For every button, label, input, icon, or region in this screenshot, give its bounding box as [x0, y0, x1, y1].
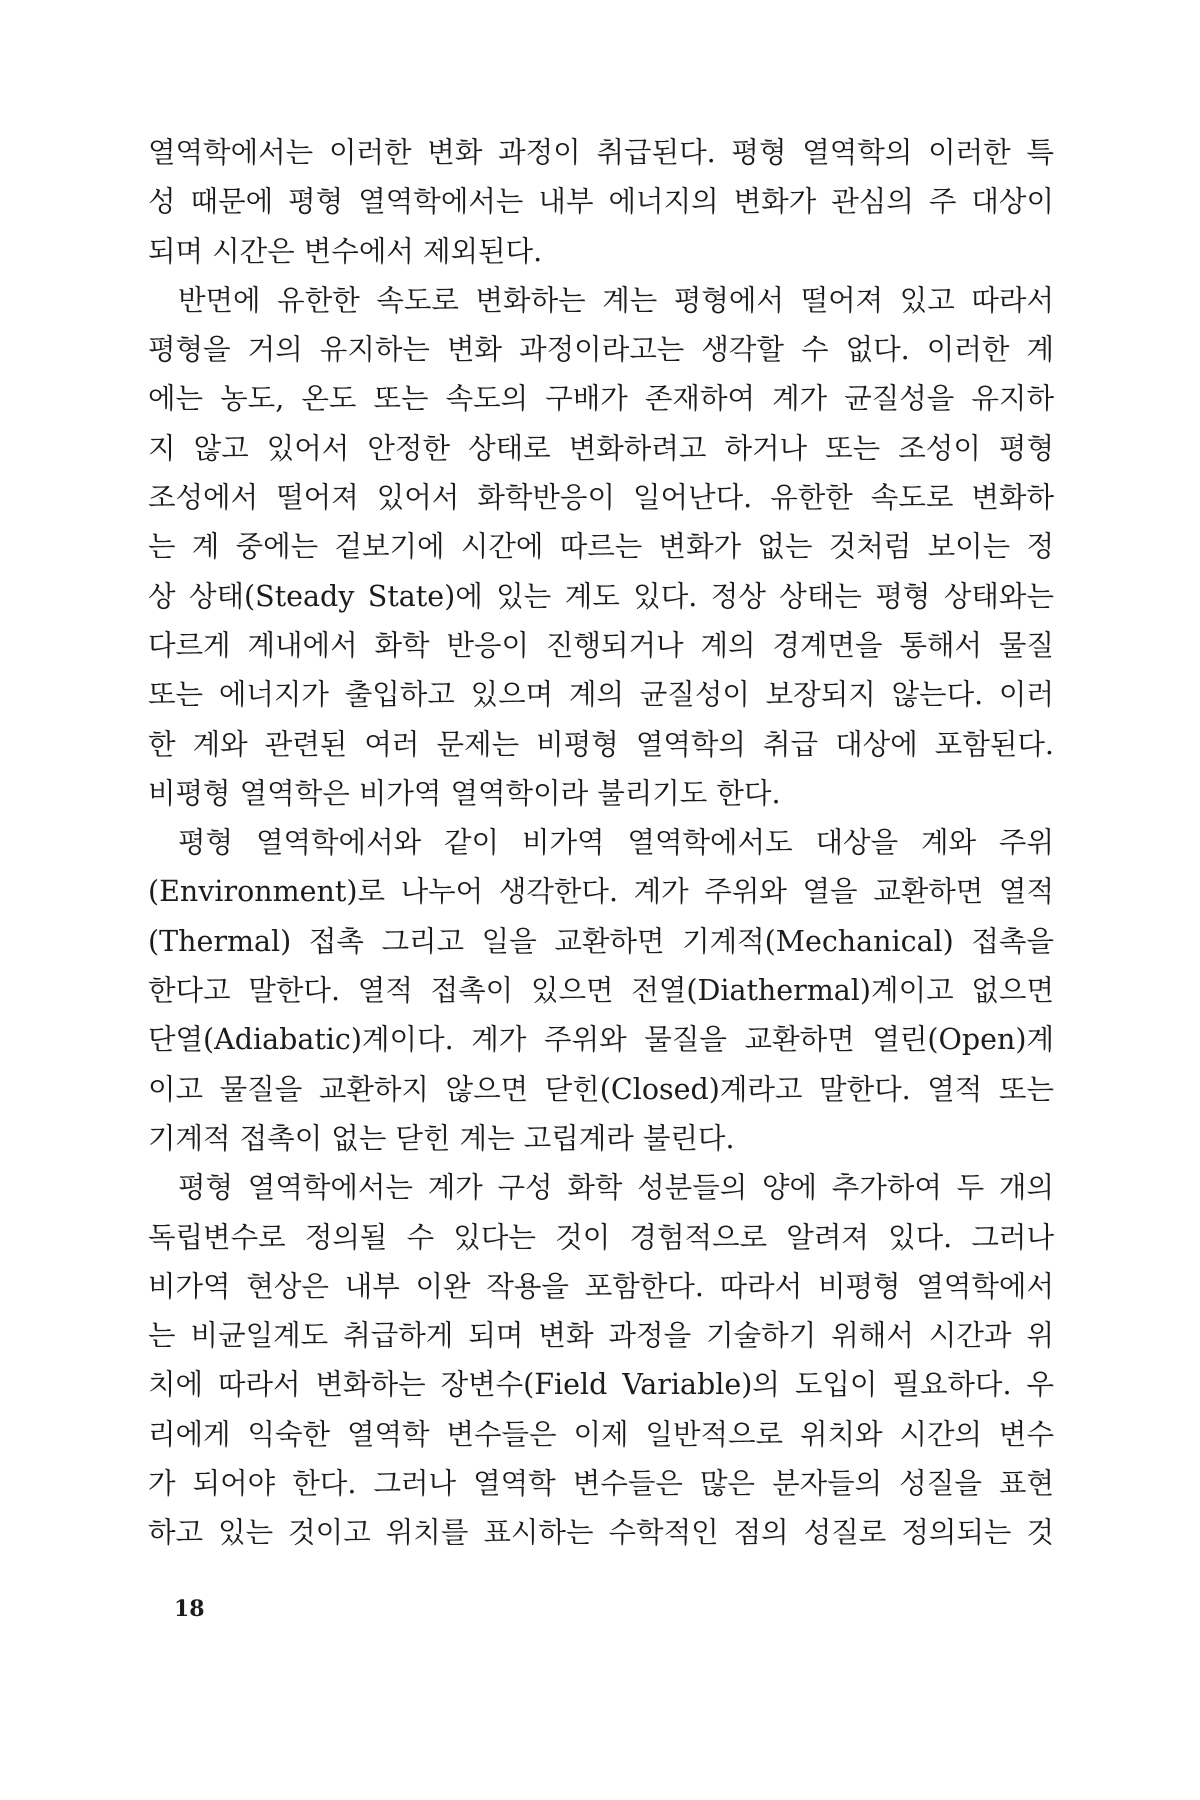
text-line: 한다고 말한다. 열적 접촉이 있으면 전열(Diathermal)계이고 없으면	[148, 974, 1054, 1008]
text-line: 는 계 중에는 겉보기에 시간에 따르는 변화가 없는 것처럼 보이는 정	[148, 530, 1054, 564]
text-line: 하고 있는 것이고 위치를 표시하는 수학적인 점의 성질로 정의되는 것	[148, 1516, 1054, 1550]
text-line: 다르게 계내에서 화학 반응이 진행되거나 계의 경계면을 통해서 물질	[148, 628, 1054, 662]
text-line: 상 상태(Steady State)에 있는 계도 있다. 정상 상태는 평형 상태와는	[148, 579, 1054, 613]
text-line: 가 되어야 한다. 그러나 열역학 변수들은 많은 분자들의 성질을 표현	[148, 1467, 1054, 1501]
text-line: 는 비균일계도 취급하게 되며 변화 과정을 기술하기 위해서 시간과 위	[148, 1319, 1054, 1353]
text-line: (Thermal) 접촉 그리고 일을 교환하면 기계적(Mechanical) 접촉을	[148, 924, 1054, 958]
text-line: 기계적 접촉이 없는 닫힌 계는 고립계라 불린다.	[148, 1121, 735, 1155]
text-line: 지 않고 있어서 안정한 상태로 변화하려고 하거나 또는 조성이 평형	[148, 431, 1054, 465]
text-line: 또는 에너지가 출입하고 있으며 계의 균질성이 보장되지 않는다. 이러	[148, 678, 1054, 712]
text-line: 리에게 익숙한 열역학 변수들은 이제 일반적으로 위치와 시간의 변수	[148, 1417, 1054, 1451]
text-line: 이고 물질을 교환하지 않으면 닫힌(Closed)계라고 말한다. 열적 또는	[148, 1072, 1054, 1106]
text-line: 독립변수로 정의될 수 있다는 것이 경험적으로 알려져 있다. 그러나	[148, 1220, 1054, 1254]
text-line: 성 때문에 평형 열역학에서는 내부 에너지의 변화가 관심의 주 대상이	[148, 185, 1054, 219]
text-line: 열역학에서는 이러한 변화 과정이 취급된다. 평형 열역학의 이러한 특	[148, 136, 1054, 169]
text-line: (Environment)로 나누어 생각한다. 계가 주위와 열을 교환하면 열적	[148, 875, 1054, 909]
page-number: 18	[174, 1596, 205, 1622]
text-line: 단열(Adiabatic)계이다. 계가 주위와 물질을 교환하면 열린(Open)계	[148, 1023, 1054, 1057]
text-line: 에는 농도, 온도 또는 속도의 구배가 존재하여 계가 균질성을 유지하	[148, 382, 1054, 416]
text-line: 평형을 거의 유지하는 변화 과정이라고는 생각할 수 없다. 이러한 계	[148, 333, 1054, 367]
body-text	[148, 128, 1054, 1558]
text-line: 조성에서 떨어져 있어서 화학반응이 일어난다. 유한한 속도로 변화하	[148, 481, 1054, 515]
text-line: 비평형 열역학은 비가역 열역학이라 불리기도 한다.	[148, 776, 781, 810]
paragraph-first-line: 반면에 유한한 속도로 변화하는 계는 평형에서 떨어져 있고 따라서	[178, 283, 1054, 317]
text-line: 되며 시간은 변수에서 제외된다.	[148, 234, 543, 268]
text-line: 비가역 현상은 내부 이완 작용을 포함한다. 따라서 비평형 열역학에서	[148, 1269, 1054, 1303]
text-line: 한 계와 관련된 여러 문제는 비평형 열역학의 취급 대상에 포함된다.	[148, 727, 1054, 761]
paragraph-first-line: 평형 열역학에서와 같이 비가역 열역학에서도 대상을 계와 주위	[178, 826, 1054, 860]
text-line: 치에 따라서 변화하는 장변수(Field Variable)의 도입이 필요하다. 우	[148, 1368, 1054, 1402]
paragraph-first-line: 평형 열역학에서는 계가 구성 화학 성분들의 양에 추가하여 두 개의	[178, 1171, 1054, 1205]
